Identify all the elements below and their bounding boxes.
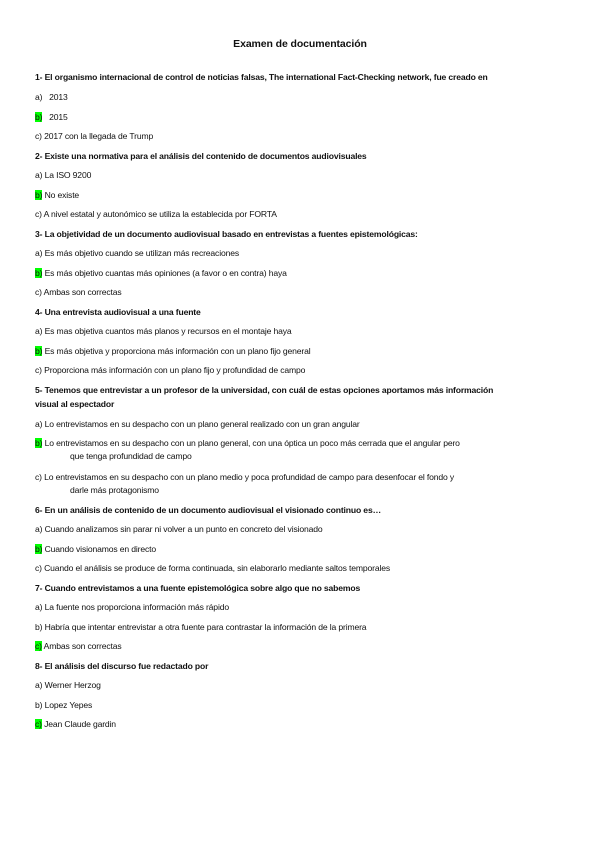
option-1b: b) 2015 bbox=[35, 112, 68, 122]
option-6a: a) Cuando analizamos sin parar ni volver a un punto en concreto del visionado bbox=[35, 524, 323, 534]
option-7a: a) La fuente nos proporciona información más rápido bbox=[35, 602, 229, 612]
answer-highlight: b) bbox=[35, 190, 43, 200]
option-5b-line2: que tenga profundidad de campo bbox=[70, 451, 192, 461]
option-5c-line2: darle más protagonismo bbox=[70, 485, 159, 495]
question-6: 6- En un análisis de contenido de un documento audiovisual el visionado continuo es… bbox=[35, 505, 382, 515]
question-3: 3- La objetividad de un documento audiovisual basado en entrevistas a fuentes epistemológicas: bbox=[35, 229, 418, 239]
document-title: Examen de documentación bbox=[233, 38, 367, 50]
option-8c: c) Jean Claude gardin bbox=[35, 719, 116, 729]
question-5-line2: visual al espectador bbox=[35, 399, 115, 409]
question-1: 1- El organismo internacional de control de noticias falsas, The international Fact-Checking network, fue creado en bbox=[35, 72, 488, 82]
option-3c: c) Ambas son correctas bbox=[35, 287, 122, 297]
answer-highlight: c) bbox=[35, 641, 42, 651]
answer-highlight: b) bbox=[35, 112, 43, 122]
option-4a: a) Es mas objetiva cuantos más planos y recursos en el montaje haya bbox=[35, 326, 292, 336]
answer-highlight: b) bbox=[35, 346, 43, 356]
answer-highlight: b) bbox=[35, 438, 43, 448]
question-7: 7- Cuando entrevistamos a una fuente epistemológica sobre algo que no sabemos bbox=[35, 583, 361, 593]
option-5b: b) Lo entrevistamos en su despacho con un plano general, con una óptica un poco más cerrada que el angular pero bbox=[35, 438, 460, 448]
option-5c: c) Lo entrevistamos en su despacho con un plano medio y poca profundidad de campo para desenfocar el fondo y bbox=[35, 472, 455, 482]
option-2a: a) La ISO 9200 bbox=[35, 170, 92, 180]
option-2c: c) A nivel estatal y autonómico se utiliza la establecida por FORTA bbox=[35, 209, 277, 219]
option-1c: c) 2017 con la llegada de Trump bbox=[35, 131, 154, 141]
question-8: 8- El análisis del discurso fue redactado por bbox=[35, 661, 209, 671]
option-3a: a) Es más objetivo cuando se utilizan más recreaciones bbox=[35, 248, 239, 258]
option-1a: a) 2013 bbox=[35, 92, 68, 102]
option-5a: a) Lo entrevistamos en su despacho con un plano general realizado con un gran angular bbox=[35, 419, 360, 429]
option-6c: c) Cuando el análisis se produce de forma continuada, sin elaborarlo mediante saltos temporales bbox=[35, 563, 391, 573]
option-4b: b) Es más objetiva y proporciona más información con un plano fijo general bbox=[35, 346, 311, 356]
answer-highlight: c) bbox=[35, 719, 42, 729]
option-6b: b) Cuando visionamos en directo bbox=[35, 544, 156, 554]
question-5: 5- Tenemos que entrevistar a un profesor de la universidad, con cuál de estas opciones aportamos más información bbox=[35, 385, 494, 395]
answer-highlight: b) bbox=[35, 544, 43, 554]
option-3b: b) Es más objetivo cuantas más opiniones (a favor o en contra) haya bbox=[35, 268, 287, 278]
option-8a: a) Werner Herzog bbox=[35, 680, 101, 690]
option-8b: b) Lopez Yepes bbox=[35, 700, 93, 710]
question-4: 4- Una entrevista audiovisual a una fuente bbox=[35, 307, 201, 317]
answer-highlight: b) bbox=[35, 268, 43, 278]
option-2b: b) No existe bbox=[35, 190, 80, 200]
option-7c: c) Ambas son correctas bbox=[35, 641, 122, 651]
question-2: 2- Existe una normativa para el análisis del contenido de documentos audiovisuales bbox=[35, 151, 367, 161]
option-4c: c) Proporciona más información con un plano fijo y profundidad de campo bbox=[35, 365, 306, 375]
option-7b: b) Habría que intentar entrevistar a otra fuente para contrastar la información de la primera bbox=[35, 622, 367, 632]
